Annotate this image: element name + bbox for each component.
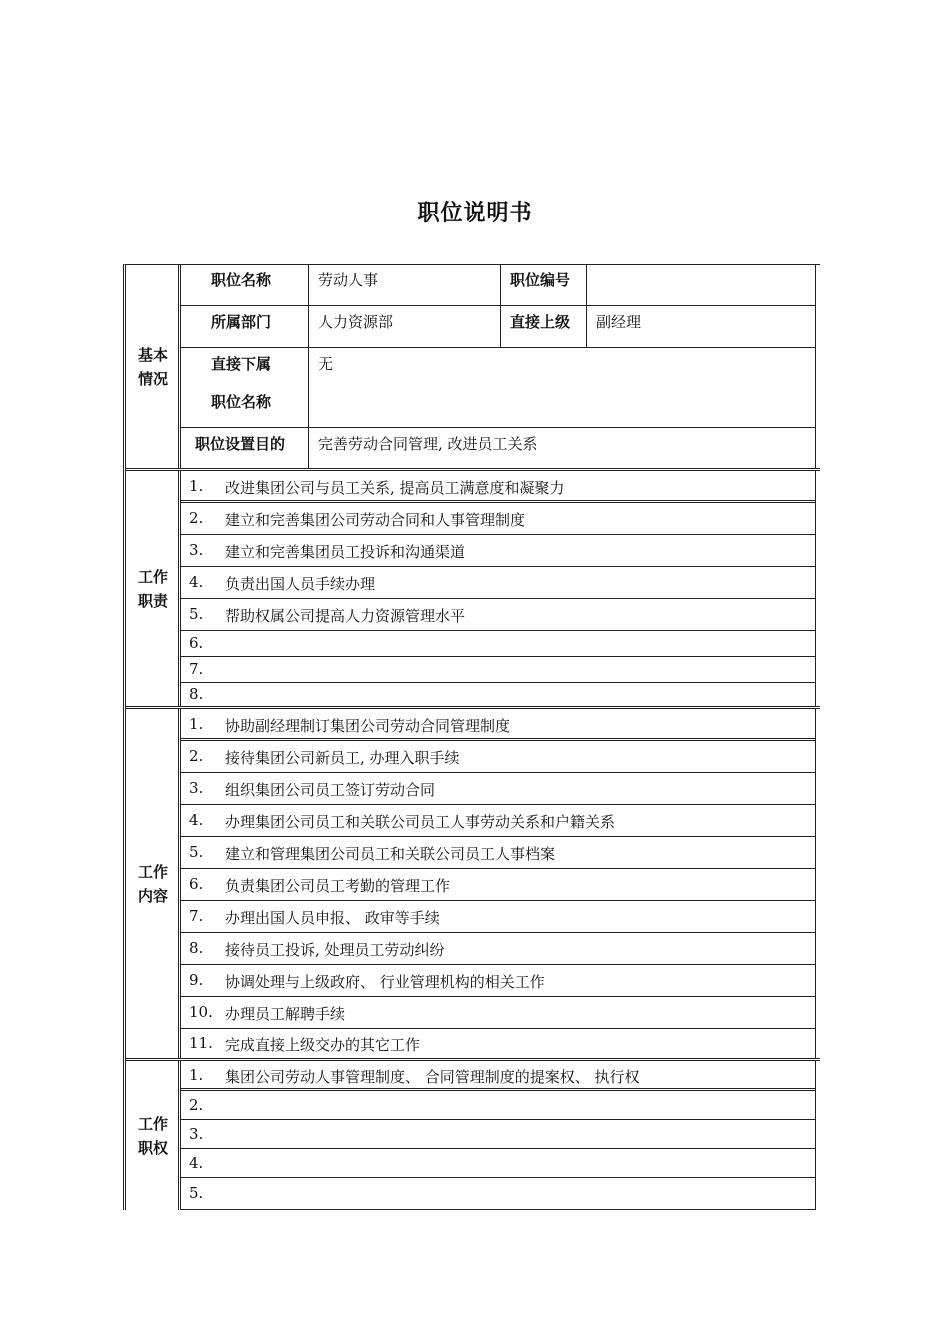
list-item [181,1091,815,1120]
item-text: 办理员工解聘手续 [225,1005,346,1023]
position-name-label: 职位名称 [211,271,272,289]
list-item [181,997,815,1029]
content-list [178,709,816,1059]
list-item [181,901,815,933]
basic-info-body [178,265,816,469]
item-text: 帮助权属公司提高人力资源管理水平 [225,607,466,625]
authority-section [126,1061,820,1210]
item-number: 6. [189,875,204,893]
item-number: 2. [189,747,204,765]
content-label: 工作 内容 [137,863,168,905]
item-text: 办理出国人员申报、 政审等手续 [225,909,440,927]
item-number: 1. [189,715,204,733]
item-number: 5. [189,1184,204,1202]
list-item [181,1149,815,1178]
item-text: 建立和完善集团公司劳动合同和人事管理制度 [225,511,526,529]
list-item [181,471,815,503]
position-code-label: 职位编号 [510,271,571,289]
supervisor-value: 副经理 [596,313,642,331]
item-text: 负责出国人员手续办理 [225,575,376,593]
list-item [181,631,815,657]
item-number: 3. [189,541,204,559]
item-text: 接待员工投诉, 处理员工劳动纠纷 [225,941,445,959]
item-text: 改进集团公司与员工关系, 提高员工满意度和凝聚力 [225,479,565,497]
position-name-value: 劳动人事 [318,271,379,289]
list-item [181,933,815,965]
purpose-label: 职位设置目的 [195,435,286,453]
item-text: 办理集团公司员工和关联公司员工人事劳动关系和户籍关系 [225,813,616,831]
item-text: 接待集团公司新员工, 办理入职手续 [225,749,460,767]
authority-list [178,1061,816,1210]
job-description-table [123,264,820,1210]
basic-info-section [126,265,820,469]
list-item [181,773,815,805]
list-item [181,1178,815,1210]
item-text: 协调处理与上级政府、 行业管理机构的相关工作 [225,973,545,991]
item-number: 10. [189,1003,213,1021]
item-number: 7. [189,907,204,925]
item-number: 11. [189,1034,213,1052]
list-item [181,1120,815,1149]
item-number: 4. [189,811,204,829]
item-number: 3. [189,1125,204,1143]
item-text: 建立和管理集团公司员工和关联公司员工人事档案 [225,845,556,863]
item-number: 3. [189,779,204,797]
item-number: 9. [189,971,204,989]
list-item [181,805,815,837]
subordinate-label-2: 职位名称 [211,393,272,411]
item-text: 建立和完善集团员工投诉和沟通渠道 [225,543,466,561]
divider [181,427,815,428]
divider [181,347,815,348]
list-item [181,503,815,535]
divider [308,427,309,469]
item-number: 1. [189,1066,204,1084]
list-item [181,709,815,741]
item-number: 7. [189,660,204,678]
divider [500,265,501,347]
item-number: 4. [189,573,204,591]
item-number: 8. [189,939,204,957]
item-text: 负责集团公司员工考勤的管理工作 [225,877,451,895]
basic-info-label: 基本 情况 [137,346,168,388]
list-item [181,567,815,599]
duties-section [126,471,820,707]
department-label: 所属部门 [211,313,272,331]
list-item [181,657,815,683]
list-item [181,535,815,567]
item-text: 完成直接上级交办的其它工作 [225,1036,421,1054]
list-item [181,1029,815,1059]
item-number: 5. [189,843,204,861]
item-number: 2. [189,1096,204,1114]
duties-list [178,471,816,707]
list-item [181,869,815,901]
item-number: 8. [189,685,204,703]
duties-label: 工作 职责 [137,568,168,610]
subordinate-value: 无 [318,355,334,373]
item-number: 4. [189,1154,204,1172]
list-item [181,741,815,773]
item-number: 1. [189,477,204,495]
content-section [126,709,820,1059]
divider [308,265,309,427]
item-number: 6. [189,634,204,652]
list-item [181,1061,815,1091]
divider [586,265,587,347]
subordinate-label: 直接下属 [211,355,272,373]
page-title: 职位说明书 [417,201,533,226]
list-item [181,965,815,997]
department-value: 人力资源部 [318,313,394,331]
item-text: 协助副经理制订集团公司劳动合同管理制度 [225,717,511,735]
list-item [181,599,815,631]
authority-label: 工作 职权 [137,1114,168,1157]
list-item [181,837,815,869]
item-number: 2. [189,509,204,527]
item-text: 集团公司劳动人事管理制度、 合同管理制度的提案权、 执行权 [225,1068,640,1086]
list-item [181,683,815,707]
divider [181,305,815,306]
item-text: 组织集团公司员工签订劳动合同 [225,781,436,799]
item-number: 5. [189,605,204,623]
supervisor-label: 直接上级 [510,313,571,331]
purpose-value: 完善劳动合同管理, 改进员工关系 [318,435,538,453]
